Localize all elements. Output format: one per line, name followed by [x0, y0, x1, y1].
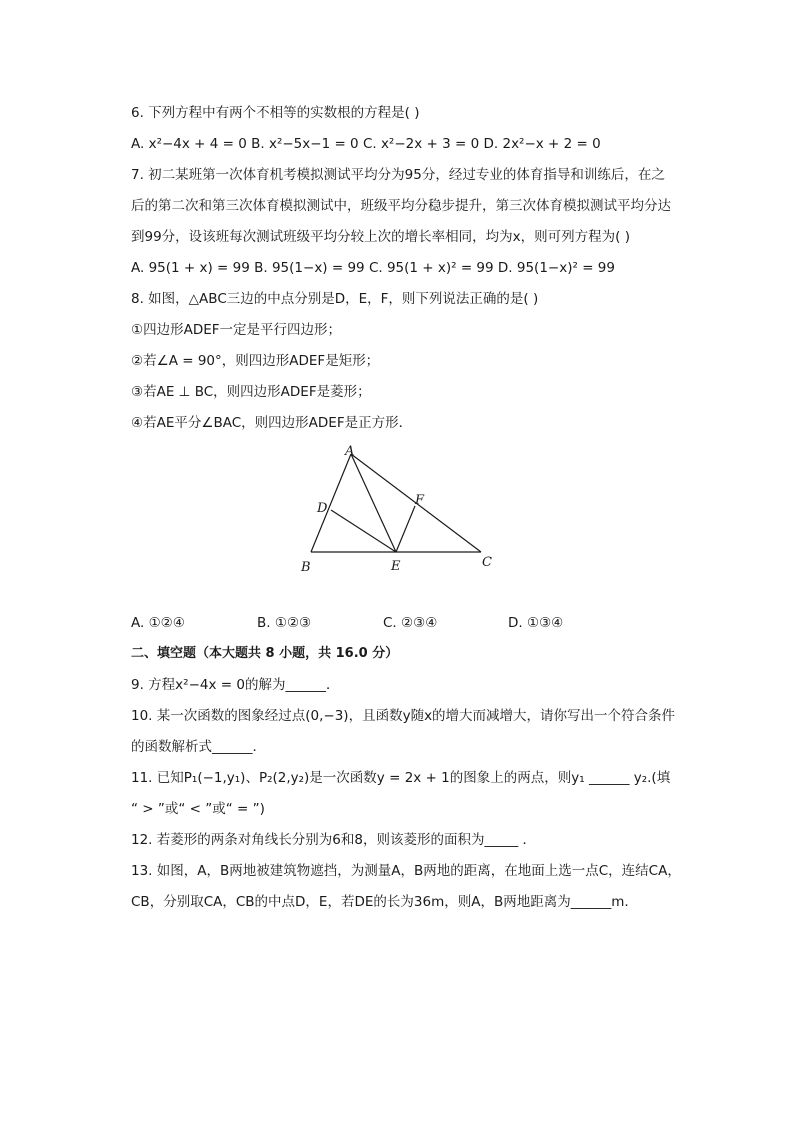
label-c: C: [482, 555, 492, 570]
q7-line-3: 到99分，设该班每次测试班级平均分较上次的增长率相同，均为x，则可列方程为( ): [131, 229, 630, 245]
q11-line-1: 11. 已知P₁(−1,y₁)、P₂(2,y₂)是一次函数y = 2x + 1的图象上的两点，则y₁ ______ y₂.(填: [131, 770, 671, 786]
label-d: D: [317, 501, 328, 516]
q8-statement-2: ②若∠A = 90°，则四边形ADEF是矩形；: [131, 353, 380, 369]
label-f: F: [415, 493, 425, 508]
label-e: E: [391, 559, 401, 574]
q8-option-d: D. ①③④: [508, 615, 564, 631]
q7-line-2: 后的第二次和第三次体育模拟测试中，班级平均分稳步提升，第三次体育模拟测试平均分达: [131, 198, 671, 214]
triangle-figure: [290, 440, 510, 575]
label-b: B: [301, 560, 311, 575]
q8-option-b: B. ①②③: [257, 615, 312, 631]
q6-options: A. x²−4x + 4 = 0 B. x²−5x−1 = 0 C. x²−2x + 3 = 0 D. 2x²−x + 2 = 0: [131, 136, 601, 152]
q8-statement-1: ①四边形ADEF一定是平行四边形；: [131, 322, 342, 338]
q6-stem: 6. 下列方程中有两个不相等的实数根的方程是( ): [131, 105, 420, 121]
q8-option-a: A. ①②④: [131, 615, 185, 631]
q7-options: A. 95(1 + x) = 99 B. 95(1−x) = 99 C. 95(1 + x)² = 99 D. 95(1−x)² = 99: [131, 260, 615, 276]
label-a: A: [345, 444, 355, 459]
q8-statement-3: ③若AE ⊥ BC，则四边形ADEF是菱形；: [131, 384, 371, 400]
q10-line-2: 的函数解析式______．: [131, 739, 266, 755]
q10-line-1: 10. 某一次函数的图象经过点(0,−3)，且函数y随x的增大而减增大，请你写出一个符合条件: [131, 708, 676, 724]
section-heading-fill-in: 二、填空题（本大题共 8 小题，共 16.0 分）: [131, 646, 399, 661]
question-9: 9. 方程x²−4x = 0的解为______．: [131, 677, 340, 693]
q8-stem: 8. 如图，△ABC三边的中点分别是D，E，F，则下列说法正确的是( ): [131, 291, 539, 307]
q11-line-2: “ > ”或“ < ”或“ = ”): [131, 801, 265, 817]
q13-line-1: 13. 如图，A，B两地被建筑物遮挡，为测量A，B两地的距离，在地面上选一点C，连结CA，: [131, 863, 681, 879]
segment-ef: [396, 506, 415, 552]
q8-option-c: C. ②③④: [383, 615, 438, 631]
q8-statement-4: ④若AE平分∠BAC，则四边形ADEF是正方形．: [131, 415, 413, 431]
question-12: 12. 若菱形的两条对角线长分别为6和8，则该菱形的面积为_____ ．: [131, 832, 536, 848]
q7-line-1: 7. 初二某班第一次体育机考模拟测试平均分为95分，经过专业的体育指导和训练后，在之: [131, 167, 665, 183]
q13-line-2: CB，分别取CA，CB的中点D，E，若DE的长为36m，则A，B两地距离为______m.: [131, 894, 629, 910]
